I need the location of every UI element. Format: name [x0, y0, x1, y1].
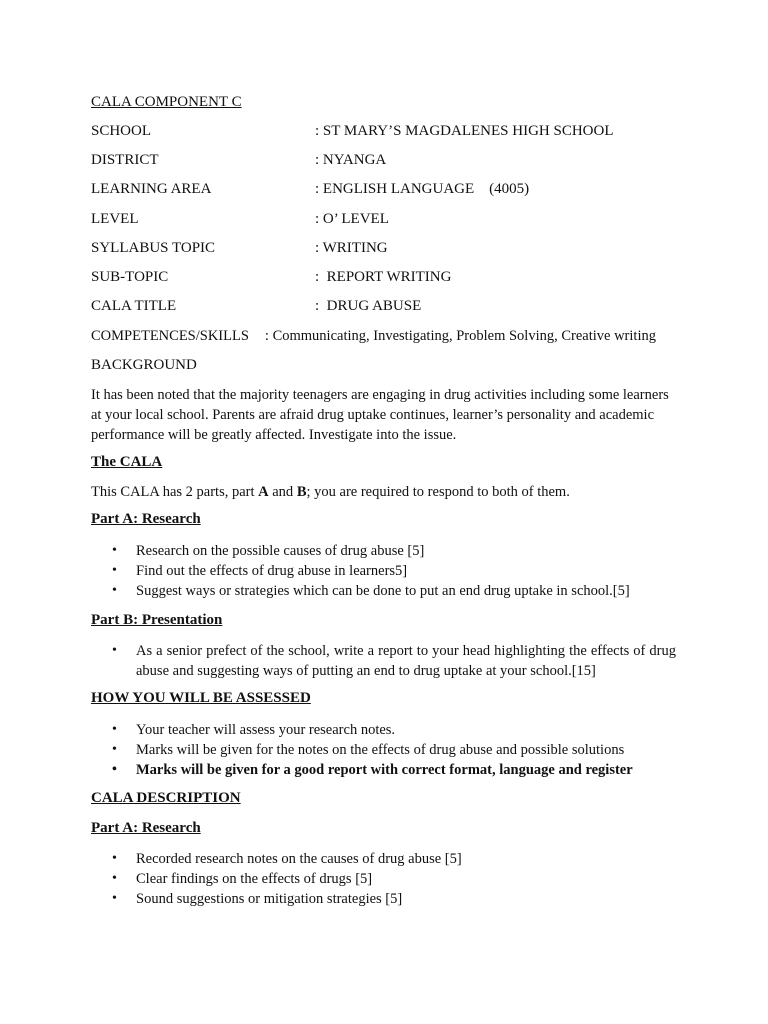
competences-row [91, 328, 711, 345]
info-label: DISTRICT [91, 152, 159, 168]
description-list [112, 849, 702, 909]
competences-value: : Communicating, Investigating, Problem Solving, Creative writing [264, 328, 656, 344]
list-item: • Research on the possible causes of drug abuse [5] [112, 541, 702, 561]
list-item: • As a senior prefect of the school, write a report to your head highlighting the effects of drug abuse and suggesting ways of putting an end to drug uptake at your school.[15] [112, 641, 676, 681]
info-value: : REPORT WRITING [315, 269, 452, 285]
part-a-list [112, 541, 702, 601]
info-label: LEARNING AREA [91, 181, 212, 197]
info-value: : O’ LEVEL [315, 211, 389, 227]
list-item: • Marks will be given for a good report with correct format, language and register [112, 760, 702, 780]
cala-intro-text: This CALA has 2 parts, part [91, 484, 259, 500]
info-value: : WRITING [315, 240, 388, 256]
info-label: LEVEL [91, 211, 139, 227]
list-item: • Clear findings on the effects of drugs [5] [112, 869, 702, 889]
list-item: • Your teacher will assess your research notes. [112, 720, 702, 740]
part-b-list [112, 641, 702, 681]
info-label: SYLLABUS TOPIC [91, 240, 216, 256]
cala-intro-text: and [268, 484, 297, 500]
info-label: SUB-TOPIC [91, 269, 169, 285]
list-item: • Sound suggestions or mitigation strategies [5] [112, 889, 702, 909]
info-value: : NYANGA [315, 152, 387, 168]
part-b-heading: Part B: Presentation [91, 612, 223, 628]
list-item: • Suggest ways or strategies which can be done to put an end drug uptake in school.[5] [112, 581, 702, 601]
list-item: • Find out the effects of drug abuse in learners5] [112, 561, 702, 581]
background-text: It has been noted that the majority teenagers are engaging in drug activities including some learners at your local school. Parents are afraid drug uptake continues, learner’s personality and academic performance will be greatly affected. Investigate into the issue. [91, 387, 669, 443]
document-title: CALA COMPONENT C [91, 94, 242, 110]
cala-intro-part-b: B [296, 484, 307, 500]
cala-intro-part-a: A [258, 484, 269, 500]
info-label: SCHOOL [91, 123, 152, 139]
assessed-heading: HOW YOU WILL BE ASSESSED [91, 690, 311, 706]
info-label: CALA TITLE [91, 298, 177, 314]
background-heading: BACKGROUND [91, 357, 197, 373]
info-value: : DRUG ABUSE [315, 298, 422, 314]
cala-intro [91, 482, 681, 502]
assessed-list [112, 720, 702, 780]
list-item: • Recorded research notes on the causes of drug abuse [5] [112, 849, 702, 869]
competences-label: COMPETENCES/SKILLS [91, 328, 249, 344]
cala-intro-text: ; you are required to respond to both of them. [306, 484, 570, 500]
part-a-heading: Part A: Research [91, 511, 201, 527]
cala-heading: The CALA [91, 454, 163, 470]
list-item: • Marks will be given for the notes on the effects of drug abuse and possible solutions [112, 740, 702, 760]
description-heading: CALA DESCRIPTION [91, 790, 241, 806]
info-value: : ENGLISH LANGUAGE (4005) [315, 181, 530, 197]
info-value: : ST MARY’S MAGDALENES HIGH SCHOOL [315, 123, 614, 139]
description-part-a-heading: Part A: Research [91, 820, 201, 836]
